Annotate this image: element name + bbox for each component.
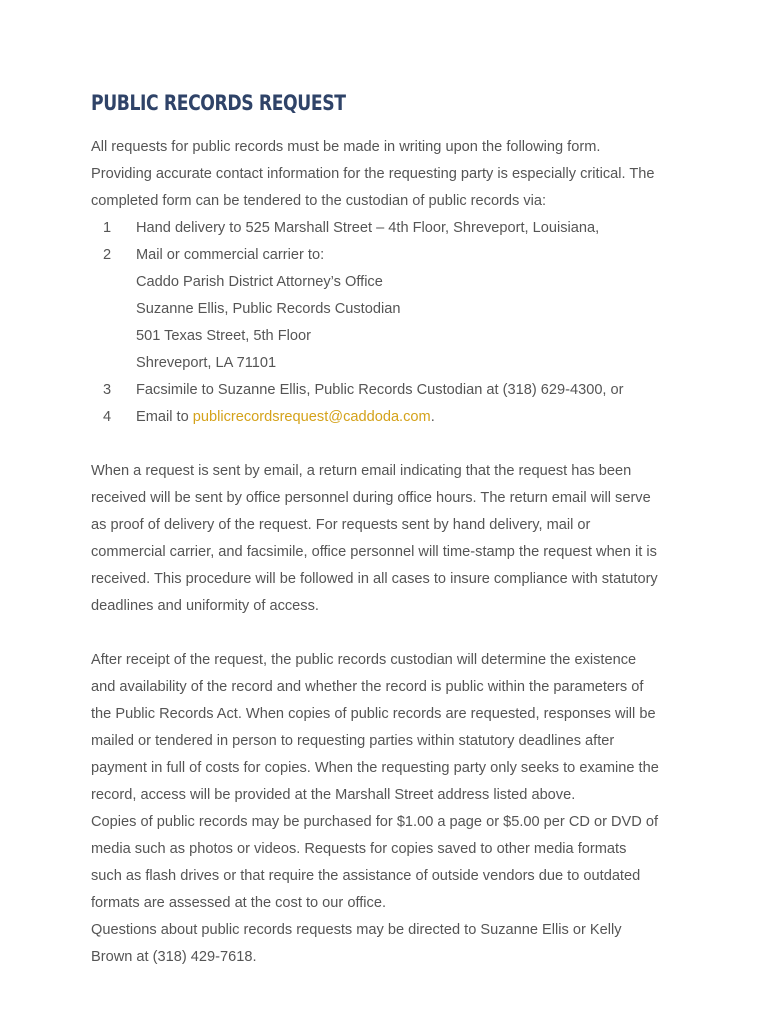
paragraph-line: received will be sent by office personnel during office hours. The return email will serve [91,490,651,506]
paragraph-line: After receipt of the request, the public records custodian will determine the existence [91,652,637,668]
list-text-suffix: . [430,409,435,425]
document-page [91,88,691,971]
paragraph-line: formats are assessed at the cost to our office. [91,895,386,911]
questions-paragraph [91,917,691,971]
page-title: PUBLIC RECORDS REQUEST [91,91,346,115]
receipt-procedure-paragraph [91,647,691,809]
paragraph-line: Brown at (318) 429-7618. [91,949,257,965]
intro-line: Providing accurate contact information for the requesting party is especially critical. The [91,166,655,182]
delivery-methods-list [91,215,691,431]
paragraph-line: the Public Records Act. When copies of public records are requested, responses will be [91,706,656,722]
mail-address-block [136,242,691,377]
email-item [136,404,691,431]
address-line: Shreveport, LA 71101 [136,355,277,371]
paragraph-line: deadlines and uniformity of access. [91,598,319,614]
address-line: 501 Texas Street, 5th Floor [136,328,311,344]
list-number: 2 [103,247,112,263]
paragraph-line: When a request is sent by email, a return email indicating that the request has been [91,463,632,479]
list-item [91,377,691,404]
paragraph-line: received. This procedure will be followed in all cases to insure compliance with statutory [91,571,658,587]
address-line: Suzanne Ellis, Public Records Custodian [136,301,401,317]
address-line: Caddo Parish District Attorney’s Office [136,274,383,290]
email-link[interactable]: publicrecordsrequest@caddoda.com [192,409,431,425]
spacer [91,620,691,647]
paragraph-line: as proof of delivery of the request. For requests sent by hand delivery, mail or [91,517,591,533]
copies-cost-paragraph [91,809,691,917]
list-number: 3 [103,382,112,398]
list-number: 1 [103,220,112,236]
paragraph-line: media such as photos or videos. Requests for copies saved to other media formats [91,841,627,857]
intro-paragraph [91,134,691,215]
list-text: Mail or commercial carrier to: [136,247,325,263]
intro-line: All requests for public records must be made in writing upon the following form. [91,139,601,155]
intro-line: completed form can be tendered to the custodian of public records via: [91,193,547,209]
paragraph-line: Questions about public records requests may be directed to Suzanne Ellis or Kelly [91,922,622,938]
paragraph-line: such as flash drives or that require the assistance of outside vendors due to outdated [91,868,641,884]
paragraph-line: mailed or tendered in person to requesting parties within statutory deadlines after [91,733,615,749]
email-procedure-paragraph [91,458,691,620]
list-item [91,404,691,431]
list-number: 4 [103,409,112,425]
list-text: Hand delivery to 525 Marshall Street – 4th Floor, Shreveport, Louisiana, [136,220,600,236]
list-item [91,242,691,377]
spacer [91,431,691,458]
paragraph-line: Copies of public records may be purchased for $1.00 a page or $5.00 per CD or DVD of [91,814,659,830]
list-text: Facsimile to Suzanne Ellis, Public Records Custodian at (318) 629-4300, or [136,382,624,398]
list-item [91,215,691,242]
list-text: Email to [136,409,193,425]
paragraph-line: payment in full of costs for copies. When the requesting party only seeks to examine the [91,760,659,776]
paragraph-line: record, access will be provided at the Marshall Street address listed above. [91,787,576,803]
paragraph-line: and availability of the record and whether the record is public within the parameters of [91,679,644,695]
paragraph-line: commercial carrier, and facsimile, office personnel will time-stamp the request when it is [91,544,657,560]
